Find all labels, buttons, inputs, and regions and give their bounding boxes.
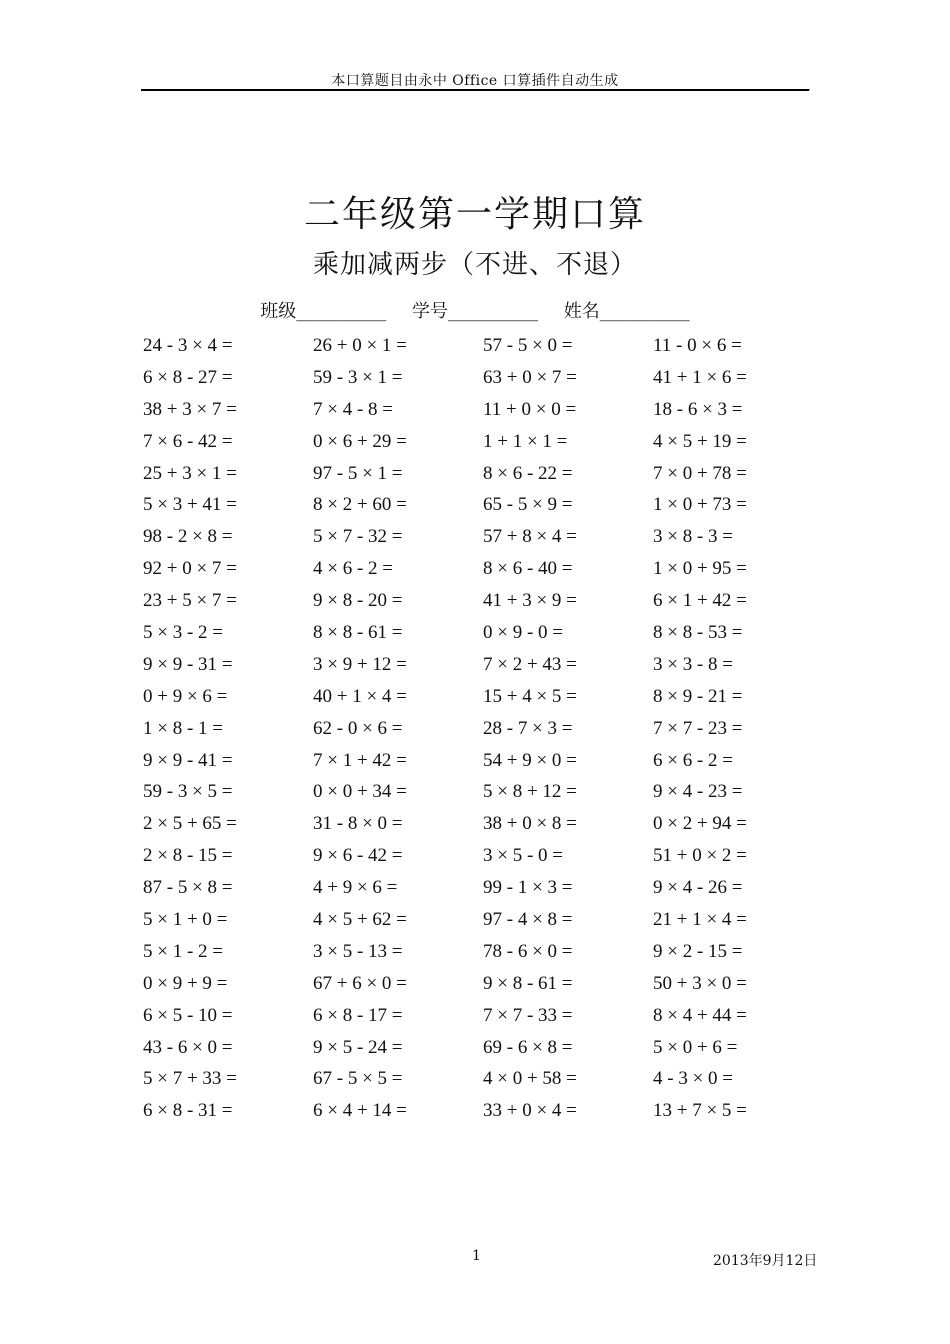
problem-item: 15 + 4 × 5 = — [483, 685, 577, 707]
problem-item: 4 × 0 + 58 = — [483, 1068, 577, 1090]
problem-item: 7 × 4 - 8 = — [313, 398, 394, 420]
problem-item: 41 + 3 × 9 = — [483, 590, 577, 612]
problem-item: 7 × 1 + 42 = — [313, 749, 407, 771]
problem-item: 8 × 6 - 22 = — [483, 462, 573, 484]
problem-item: 4 + 9 × 6 = — [313, 877, 398, 899]
problem-item: 26 + 0 × 1 = — [313, 335, 407, 356]
problem-item: 9 × 6 - 42 = — [313, 845, 403, 867]
problem-item: 4 × 5 + 19 = — [653, 430, 747, 452]
problem-item: 31 - 8 × 0 = — [313, 813, 403, 835]
problem-item: 7 × 2 + 43 = — [483, 653, 577, 675]
problem-item: 7 × 6 - 42 = — [143, 430, 233, 452]
problem-item: 8 × 4 + 44 = — [653, 1004, 747, 1026]
problem-item: 43 - 6 × 0 = — [143, 1036, 233, 1058]
problem-item: 0 × 9 - 0 = — [483, 622, 564, 644]
problem-item: 98 - 2 × 8 = — [143, 526, 233, 548]
problem-item: 0 × 2 + 94 = — [653, 813, 747, 835]
problem-item: 9 × 9 - 41 = — [143, 749, 233, 771]
problem-item: 5 × 1 - 2 = — [143, 940, 224, 962]
problem-item: 4 - 3 × 0 = — [653, 1068, 734, 1090]
student-id-field: 学号__________ — [412, 301, 538, 322]
worksheet-subtitle: 乘加减两步（不进、不退） — [312, 250, 637, 280]
problem-item: 0 × 6 + 29 = — [313, 430, 407, 452]
problem-item: 41 + 1 × 6 = — [653, 366, 747, 388]
problem-item: 25 + 3 × 1 = — [143, 462, 237, 484]
problem-item: 5 × 7 + 33 = — [143, 1068, 237, 1090]
problem-item: 9 × 4 - 23 = — [653, 781, 743, 803]
page-number: 1 — [472, 1248, 481, 1264]
problem-item: 38 + 0 × 8 = — [483, 813, 577, 835]
problem-item: 3 × 8 - 3 = — [653, 526, 734, 548]
header-text: 本口算题目由永中 Office 口算插件自动生成 — [331, 73, 619, 89]
problem-item: 1 × 8 - 1 = — [143, 717, 224, 739]
problem-item: 9 × 5 - 24 = — [313, 1036, 403, 1058]
problem-item: 0 × 0 + 34 = — [313, 781, 407, 803]
problem-item: 18 - 6 × 3 = — [653, 398, 743, 420]
problem-item: 11 + 0 × 0 = — [483, 398, 577, 420]
problem-item: 59 - 3 × 1 = — [313, 366, 403, 388]
class-field: 班级__________ — [260, 301, 387, 322]
problem-item: 9 × 4 - 26 = — [653, 877, 743, 899]
problem-item: 24 - 3 × 4 = — [143, 335, 233, 356]
problem-item: 0 + 9 × 6 = — [143, 685, 228, 707]
header-divider — [141, 89, 809, 91]
problem-item: 6 × 1 + 42 = — [653, 590, 747, 612]
problem-item: 4 × 6 - 2 = — [313, 558, 394, 580]
problem-item: 62 - 0 × 6 = — [313, 717, 403, 739]
problem-item: 8 × 8 - 53 = — [653, 622, 743, 644]
problem-item: 7 × 7 - 33 = — [483, 1004, 573, 1026]
problem-item: 54 + 9 × 0 = — [483, 749, 577, 771]
problem-item: 6 × 8 - 31 = — [143, 1100, 233, 1122]
problem-item: 2 × 5 + 65 = — [143, 813, 237, 835]
problem-item: 2 × 8 - 15 = — [143, 845, 233, 867]
problem-item: 28 - 7 × 3 = — [483, 717, 573, 739]
problem-item: 78 - 6 × 0 = — [483, 940, 573, 962]
problem-item: 6 × 6 - 2 = — [653, 749, 734, 771]
problem-item: 13 + 7 × 5 = — [653, 1100, 747, 1122]
problem-item: 9 × 8 - 61 = — [483, 972, 573, 994]
problem-item: 8 × 6 - 40 = — [483, 558, 573, 580]
problem-item: 9 × 9 - 31 = — [143, 653, 233, 675]
problem-item: 3 × 9 + 12 = — [313, 653, 407, 675]
problem-item: 99 - 1 × 3 = — [483, 877, 573, 899]
problem-item: 3 × 5 - 0 = — [483, 845, 564, 867]
problem-item: 67 + 6 × 0 = — [313, 972, 407, 994]
problem-item: 7 × 0 + 78 = — [653, 462, 747, 484]
problem-item: 92 + 0 × 7 = — [143, 558, 237, 580]
problem-item: 65 - 5 × 9 = — [483, 494, 573, 516]
problem-item: 5 × 1 + 0 = — [143, 909, 228, 931]
problem-item: 6 × 8 - 27 = — [143, 366, 233, 388]
problem-item: 8 × 9 - 21 = — [653, 685, 743, 707]
worksheet-title: 二年级第一学期口算 — [303, 194, 646, 235]
problem-item: 8 × 2 + 60 = — [313, 494, 407, 516]
problem-item: 1 × 0 + 73 = — [653, 494, 747, 516]
problem-item: 1 × 0 + 95 = — [653, 558, 747, 580]
problem-item: 21 + 1 × 4 = — [653, 909, 747, 931]
student-info-row — [0, 297, 950, 323]
problem-item: 7 × 7 - 23 = — [653, 717, 743, 739]
problem-item: 6 × 8 - 17 = — [313, 1004, 403, 1026]
problem-item: 51 + 0 × 2 = — [653, 845, 747, 867]
problem-item: 40 + 1 × 4 = — [313, 685, 407, 707]
problem-item: 59 - 3 × 5 = — [143, 781, 233, 803]
problem-item: 5 × 8 + 12 = — [483, 781, 577, 803]
problem-item: 97 - 5 × 1 = — [313, 462, 403, 484]
problem-item: 3 × 5 - 13 = — [313, 940, 403, 962]
problem-item: 0 × 9 + 9 = — [143, 972, 228, 994]
problem-item: 1 + 1 × 1 = — [483, 430, 568, 452]
problem-item: 57 - 5 × 0 = — [483, 335, 573, 356]
footer-date: 2013年9月12日 — [713, 1253, 818, 1269]
problem-item: 5 × 3 - 2 = — [143, 622, 224, 644]
problem-item: 97 - 4 × 8 = — [483, 909, 573, 931]
problem-item: 6 × 4 + 14 = — [313, 1100, 407, 1122]
problem-item: 8 × 8 - 61 = — [313, 622, 403, 644]
problem-item: 4 × 5 + 62 = — [313, 909, 407, 931]
problem-item: 6 × 5 - 10 = — [143, 1004, 233, 1026]
problem-item: 67 - 5 × 5 = — [313, 1068, 403, 1090]
problem-item: 69 - 6 × 8 = — [483, 1036, 573, 1058]
problem-item: 5 × 3 + 41 = — [143, 494, 237, 516]
problem-item: 3 × 3 - 8 = — [653, 653, 734, 675]
problem-item: 23 + 5 × 7 = — [143, 590, 237, 612]
problem-item: 63 + 0 × 7 = — [483, 366, 577, 388]
problem-item: 9 × 2 - 15 = — [653, 940, 743, 962]
problem-item: 11 - 0 × 6 = — [653, 335, 742, 356]
problem-item: 9 × 8 - 20 = — [313, 590, 403, 612]
problem-item: 38 + 3 × 7 = — [143, 398, 237, 420]
problem-item: 33 + 0 × 4 = — [483, 1100, 577, 1122]
problem-item: 5 × 7 - 32 = — [313, 526, 403, 548]
header-mark: . — [808, 83, 811, 92]
problem-item: 57 + 8 × 4 = — [483, 526, 577, 548]
problem-grid — [143, 330, 823, 1127]
problem-item: 5 × 0 + 6 = — [653, 1036, 738, 1058]
problem-item: 87 - 5 × 8 = — [143, 877, 233, 899]
problem-item: 50 + 3 × 0 = — [653, 972, 747, 994]
name-field: 姓名__________ — [563, 301, 690, 322]
